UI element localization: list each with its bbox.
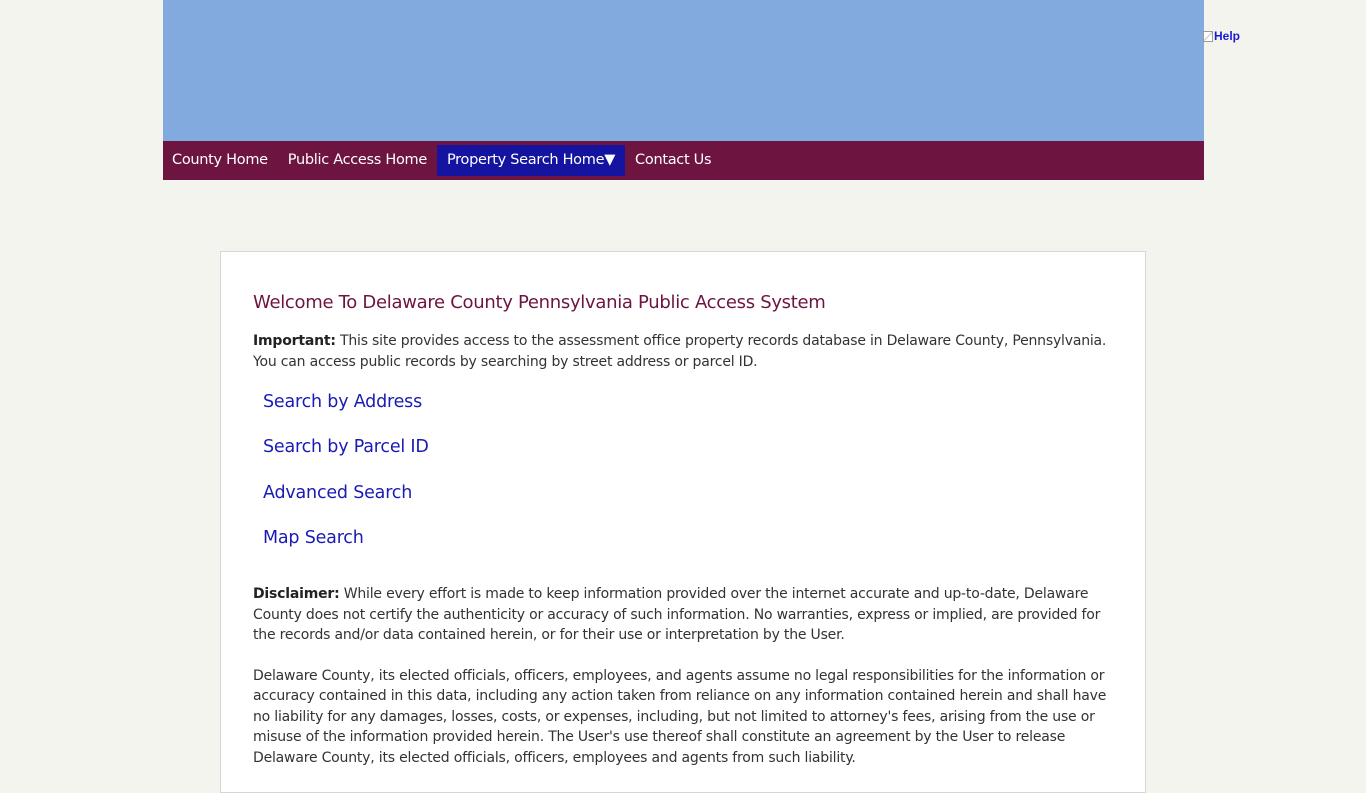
page-title: Welcome To Delaware County Pennsylvania Public Access System: [253, 292, 826, 313]
content-body: [253, 291, 1113, 768]
nav-property-search-home-dropdown[interactable]: Property Search Home▼: [437, 145, 625, 176]
disclaimer-text: While every effort is made to keep information provided over the internet accurate and up-to-date, Delaware County does not certify the authenticity or accuracy of such information. No warranties, express or implied, are provided for the records and/or data contained herein, or for their use or interpretation by the User.: [253, 586, 1101, 644]
nav-county-home[interactable]: County Home: [172, 152, 268, 168]
liability-statement: Delaware County, its elected officials, officers, employees, and agents assume no legal responsibilities for the information or accuracy contained in this data, including any action taken from reliance on any information contained herein and shall have no liability for any damages, losses, costs, or expenses, including, but not limited to attorney's fees, arising from the use or misuse of the information provided herein. The User's use thereof shall constitute an agreement by the User to release Delaware County, its elected officials, officers, employees and agents from such liability.: [253, 667, 1107, 766]
nav-contact-us[interactable]: Contact Us: [635, 152, 712, 168]
broken-image-icon: [1203, 31, 1213, 42]
search-links: [263, 389, 1113, 570]
content-card: [220, 251, 1146, 793]
search-by-parcel-id-link[interactable]: Search by Parcel ID: [263, 437, 429, 458]
help-link[interactable]: [1203, 29, 1240, 43]
important-text: This site provides access to the assessment office property records database in Delaware County, Pennsylvania.: [335, 333, 1107, 349]
important-text-line2: You can access public records by searching by street address or parcel ID.: [253, 353, 758, 370]
advanced-search-link[interactable]: Advanced Search: [263, 482, 413, 503]
important-label: Important:: [253, 333, 336, 349]
help-label[interactable]: Help: [1214, 29, 1241, 43]
important-notice: [253, 331, 1113, 372]
nav-public-access-home[interactable]: Public Access Home: [287, 152, 427, 168]
disclaimer: [253, 584, 1113, 646]
disclaimer-label: Disclaimer:: [253, 586, 340, 603]
header-banner: [163, 0, 1204, 141]
map-search-link[interactable]: Map Search: [263, 527, 364, 548]
main-nav: [163, 141, 1204, 180]
search-by-address-link[interactable]: Search by Address: [263, 392, 423, 412]
